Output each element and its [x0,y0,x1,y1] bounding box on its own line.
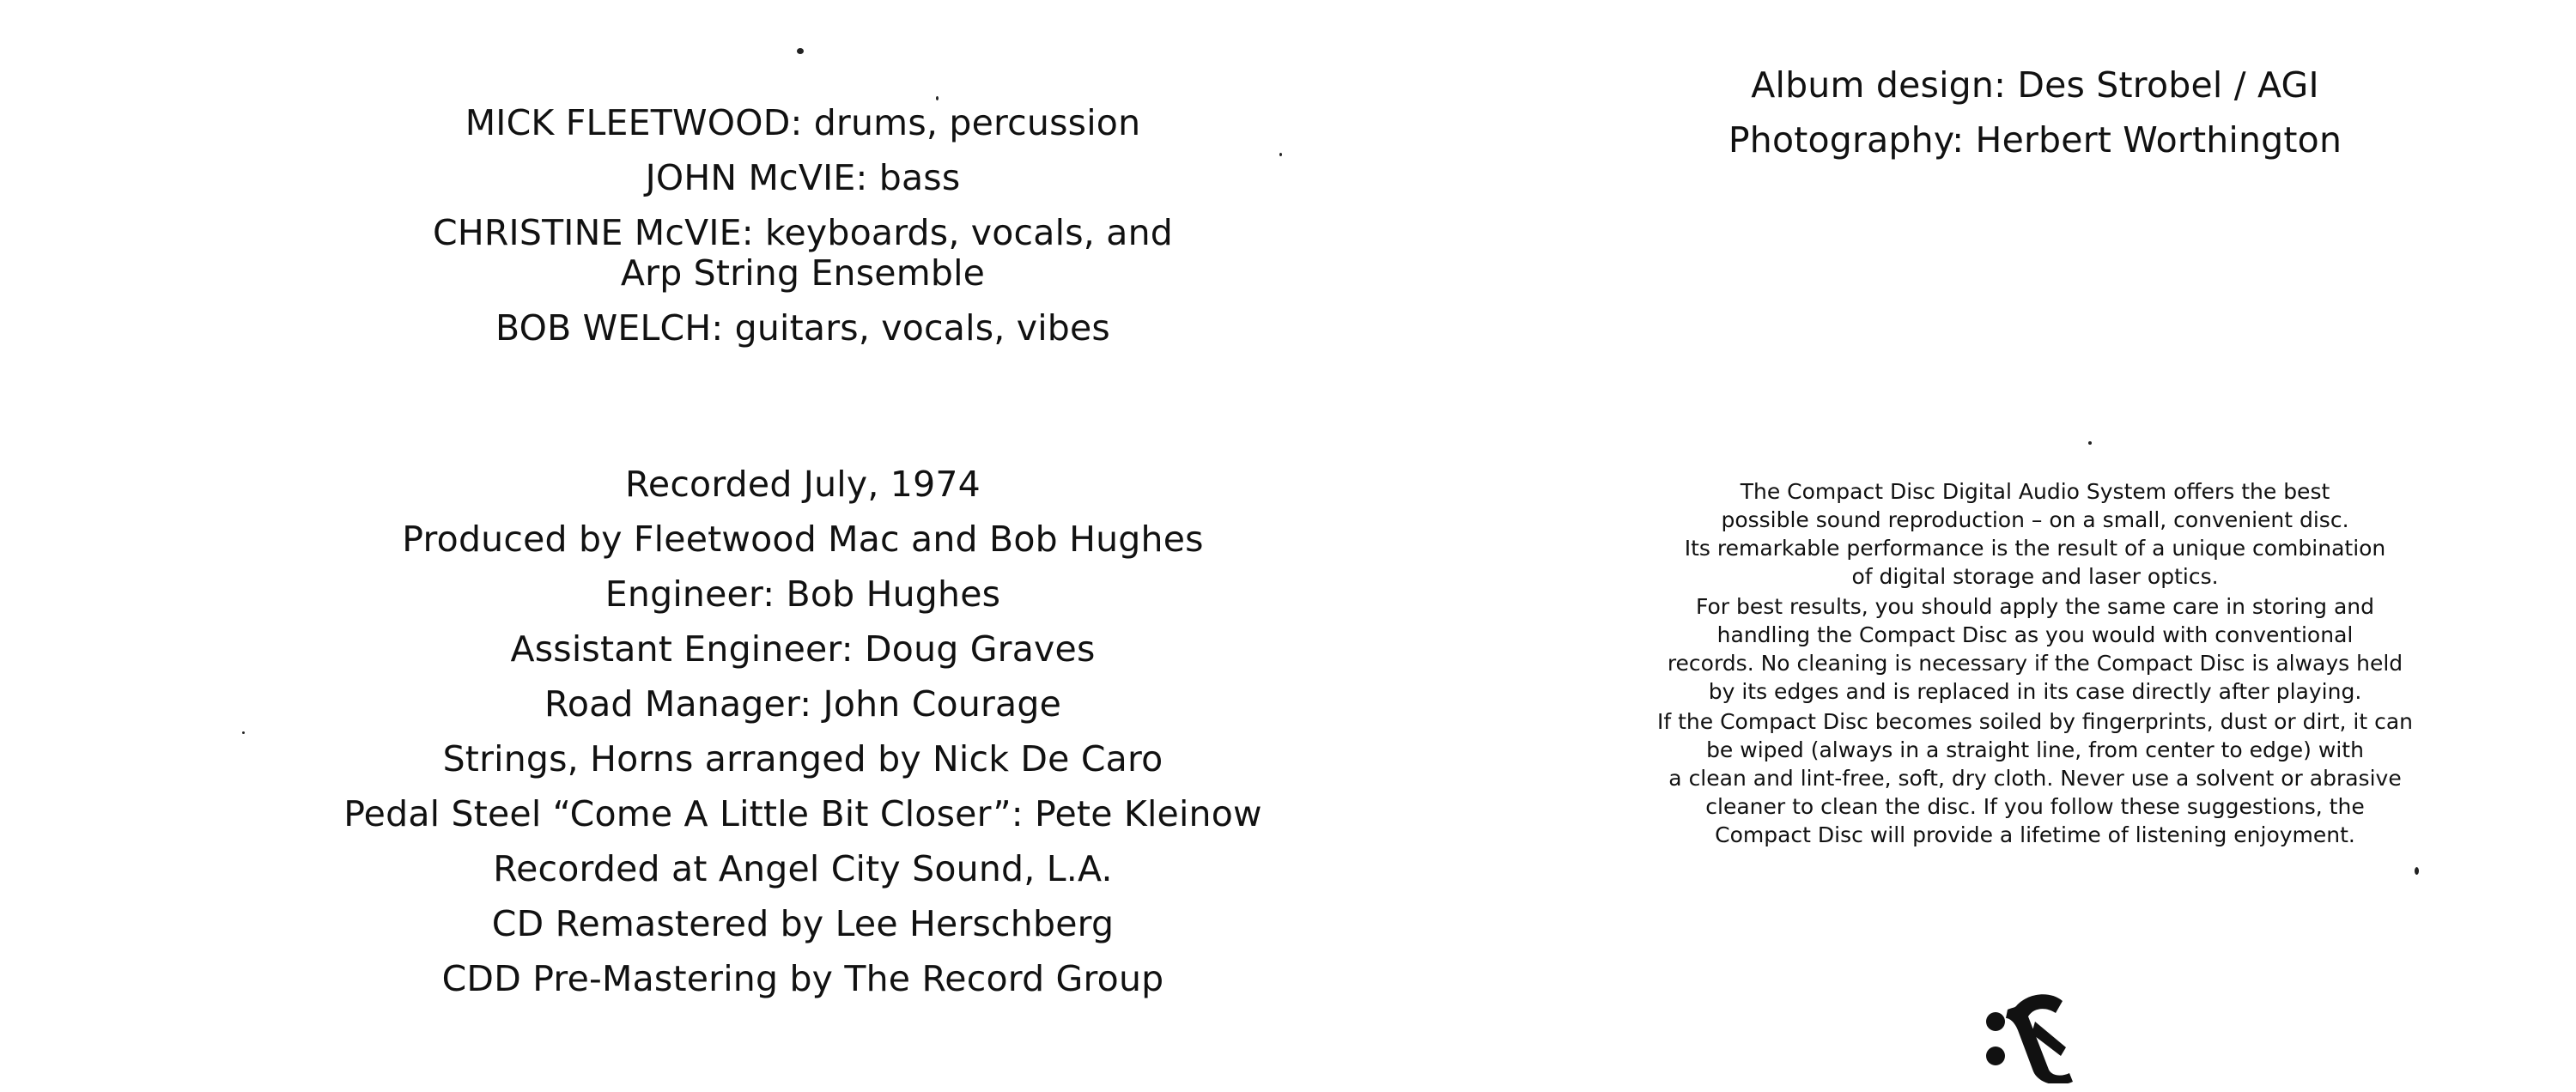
notice-line: by its edges and is replaced in its case directly after playing. [1708,679,2362,704]
band-member-bob-welch: BOB WELCH: guitars, vocals, vibes [495,307,1110,349]
scan-speck [797,48,804,54]
scan-speck [2415,867,2419,875]
credit-photography: Photography: Herbert Worthington [1728,119,2342,161]
band-member-john-mcvie: JOHN McVIE: bass [645,157,961,198]
credit-pedal-steel: Pedal Steel “Come A Little Bit Closer”: Pete Kleinow [343,793,1262,834]
credit-recorded-date: Recorded July, 1974 [625,464,981,505]
scan-speck [936,96,939,100]
credit-recorded-at: Recorded at Angel City Sound, L.A. [493,848,1113,889]
credit-produced-by: Produced by Fleetwood Mac and Bob Hughes [402,519,1204,560]
credit-cd-remastered: CD Remastered by Lee Herschberg [491,903,1115,944]
credit-cdd-premastering: CDD Pre-Mastering by The Record Group [441,958,1164,999]
credit-arrangements: Strings, Horns arranged by Nick De Caro [442,738,1163,780]
notice-line: For best results, you should apply the same care in storing and [1696,594,2374,619]
credit-assistant-engineer: Assistant Engineer: Doug Graves [510,628,1096,670]
credit-road-manager: Road Manager: John Courage [544,683,1062,725]
right-panel [1606,0,2576,1092]
scan-speck [242,731,245,734]
notice-line: cleaner to clean the disc. If you follow these suggestions, the [1705,794,2365,819]
band-member-mick-fleetwood: MICK FLEETWOOD: drums, percussion [465,102,1141,143]
notice-line: Its remarkable performance is the result of a unique combination [1684,536,2386,561]
credit-album-design: Album design: Des Strobel / AGI [1751,64,2319,106]
reprise-logo-icon [1984,987,2087,1083]
notice-line: handling the Compact Disc as you would with conventional [1716,622,2354,647]
band-member-christine-mcvie: CHRISTINE McVIE: keyboards, vocals, and [433,212,1173,253]
notice-line: be wiped (always in a straight line, from center to edge) with [1706,737,2364,762]
notice-line: Compact Disc will provide a lifetime of listening enjoyment. [1715,822,2355,847]
notice-line: The Compact Disc Digital Audio System offers the best [1740,479,2330,504]
notice-line: a clean and lint-free, soft, dry cloth. Never use a solvent or abrasive [1668,766,2402,791]
notice-line: If the Compact Disc becomes soiled by fingerprints, dust or dirt, it can [1657,709,2413,734]
scan-speck [2088,441,2092,445]
notice-line: records. No cleaning is necessary if the Compact Disc is always held [1667,651,2403,676]
notice-line: of digital storage and laser optics. [1851,564,2219,589]
band-member-christine-mcvie-cont: Arp String Ensemble [620,252,986,294]
credit-engineer: Engineer: Bob Hughes [605,573,1001,615]
scan-speck [1279,153,1282,156]
notice-line: possible sound reproduction – on a small, convenient disc. [1721,507,2349,532]
